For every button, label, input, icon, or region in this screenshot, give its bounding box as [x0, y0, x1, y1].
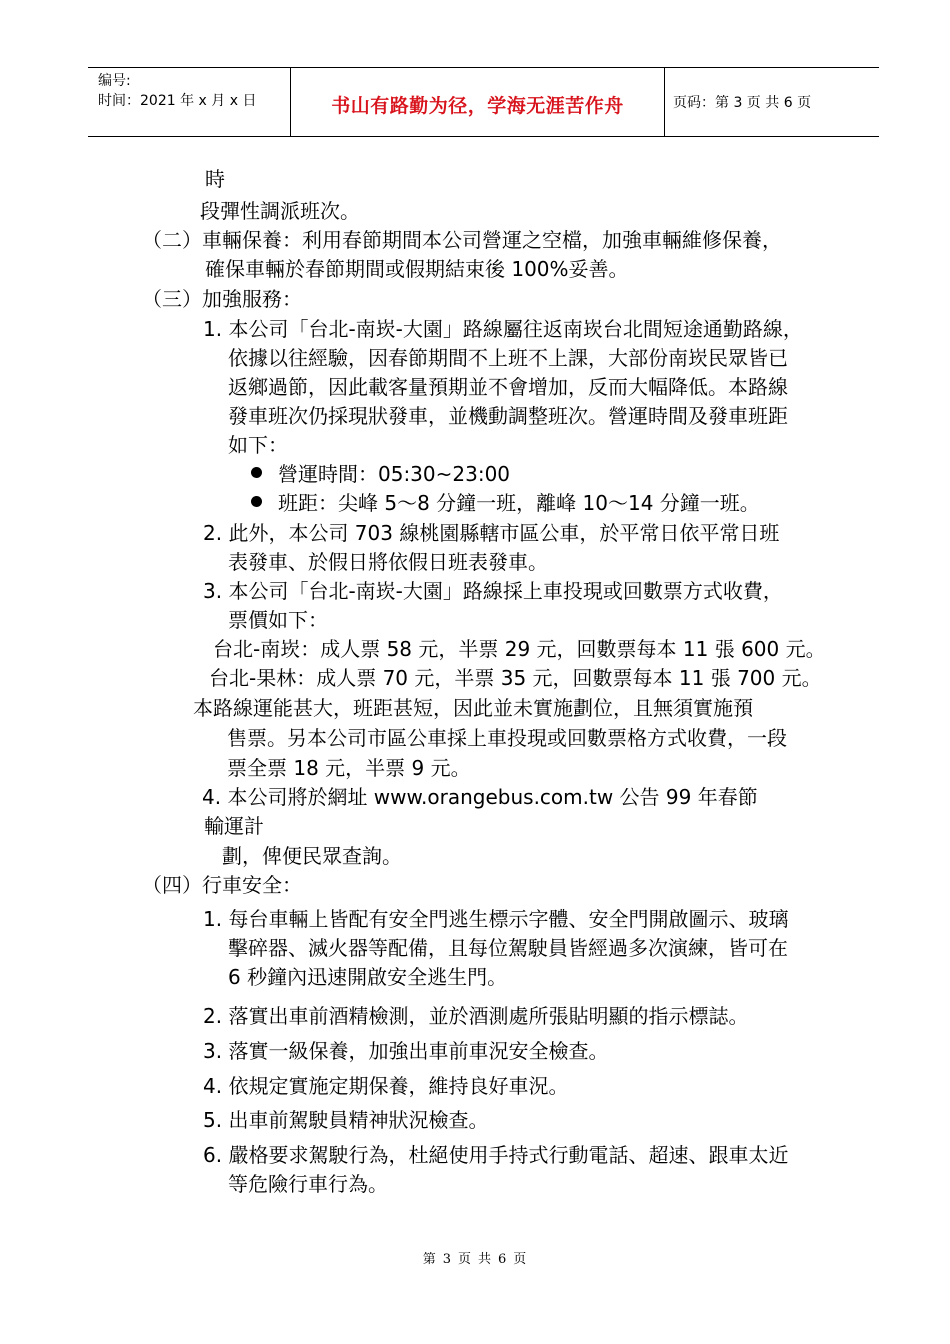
text-line: 發車班次仍採現狀發車，並機動調整班次。營運時間及發車班距	[228, 404, 788, 428]
doc-number-label: 编号:	[98, 73, 131, 89]
text-line: 擊碎器、滅火器等配備，且每位駕駛員皆經過多次演練，皆可在	[228, 936, 788, 960]
text-line: 劃，俾便民眾查詢。	[222, 844, 402, 868]
list-item: 2. 落實出車前酒精檢測，並於酒測處所張貼明顯的指示標誌。	[203, 1004, 749, 1028]
text-line: 輸運計	[204, 814, 264, 838]
bullet-icon	[251, 496, 262, 507]
page-number-label: 页码：第 3 页 共 6 页	[673, 95, 812, 111]
bullet-icon	[251, 467, 262, 478]
text-line: 確保車輛於春節期間或假期結束後 100%妥善。	[205, 257, 629, 281]
page-header	[88, 67, 879, 137]
list-item: 1. 本公司「台北-南崁-大園」路線屬往返南崁台北間短途通勤路線，	[203, 317, 803, 341]
list-item: 2. 此外，本公司 703 線桃園縣轄市區公車，於平常日依平常日班	[203, 521, 780, 545]
text-line: 售票。另本公司市區公車採上車投現或回數票格方式收費，一段	[227, 726, 787, 750]
header-page-cell	[665, 68, 879, 136]
text-line: 等危險行車行為。	[228, 1172, 388, 1196]
doc-time-label: 时间：2021 年 x 月 x 日	[98, 93, 257, 109]
text-line: 票全票 18 元，半票 9 元。	[227, 756, 471, 780]
text-line: 如下：	[228, 433, 288, 457]
footer-current-page: 3	[442, 1252, 452, 1267]
list-item: 5. 出車前駕駛員精神狀況檢查。	[203, 1108, 489, 1132]
text-line: 票價如下：	[228, 608, 328, 632]
list-item: 6. 嚴格要求駕駛行為，杜絕使用手持式行動電話、超速、跟車太近	[203, 1143, 789, 1167]
footer-text: 共	[478, 1252, 493, 1267]
footer-text: 第	[422, 1252, 437, 1267]
list-item: 3. 本公司「台北-南崁-大園」路線採上車投現或回數票方式收費，	[203, 579, 783, 603]
footer-text: 页	[513, 1252, 528, 1267]
header-motto-cell	[291, 68, 665, 136]
page-footer	[0, 1248, 950, 1267]
list-item: 4. 依規定實施定期保養，維持良好車況。	[203, 1074, 569, 1098]
header-meta-cell	[88, 68, 291, 136]
fare-line-guolin: 台北-果林：成人票 70 元，半票 35 元，回數票每本 11 張 700 元。	[209, 666, 822, 690]
list-item: 3. 落實一級保養，加強出車前車況安全檢查。	[203, 1039, 609, 1063]
text-line: 時	[205, 167, 225, 191]
text-line: 表發車、於假日將依假日班表發車。	[228, 550, 548, 574]
text-line: 本路線運能甚大，班距甚短，因此並未實施劃位，且無須實施預	[193, 696, 753, 720]
list-item: 1. 每台車輛上皆配有安全門逃生標示字體、安全門開啟圖示、玻璃	[203, 907, 789, 931]
header-motto: 书山有路勤为径，学海无涯苦作舟	[331, 94, 624, 117]
text-line: 6 秒鐘內迅速開啟安全逃生門。	[228, 965, 508, 989]
text-line: 段彈性調派班次。	[200, 199, 360, 223]
section-heading-2: （二）車輛保養：利用春節期間本公司營運之空檔，加強車輛維修保養，	[142, 228, 782, 252]
bullet-item-headway: 班距：尖峰 5～8 分鐘一班，離峰 10～14 分鐘一班。	[278, 491, 760, 515]
list-item: 4. 本公司將於網址 www.orangebus.com.tw 公告 99 年春節	[202, 785, 758, 809]
section-heading-3: （三）加強服務：	[142, 287, 302, 311]
fare-line-nankan: 台北-南崁：成人票 58 元，半票 29 元，回數票每本 11 張 600 元。	[213, 637, 826, 661]
section-heading-4: （四）行車安全：	[142, 873, 302, 897]
footer-text: 页	[457, 1252, 472, 1267]
text-line: 依據以往經驗，因春節期間不上班不上課，大部份南崁民眾皆已	[228, 346, 788, 370]
footer-total-pages: 6	[498, 1252, 508, 1267]
text-line: 返鄉過節，因此載客量預期並不會增加，反而大幅降低。本路線	[228, 375, 788, 399]
bullet-item-operating-hours: 營運時間：05:30~23:00	[278, 462, 511, 486]
